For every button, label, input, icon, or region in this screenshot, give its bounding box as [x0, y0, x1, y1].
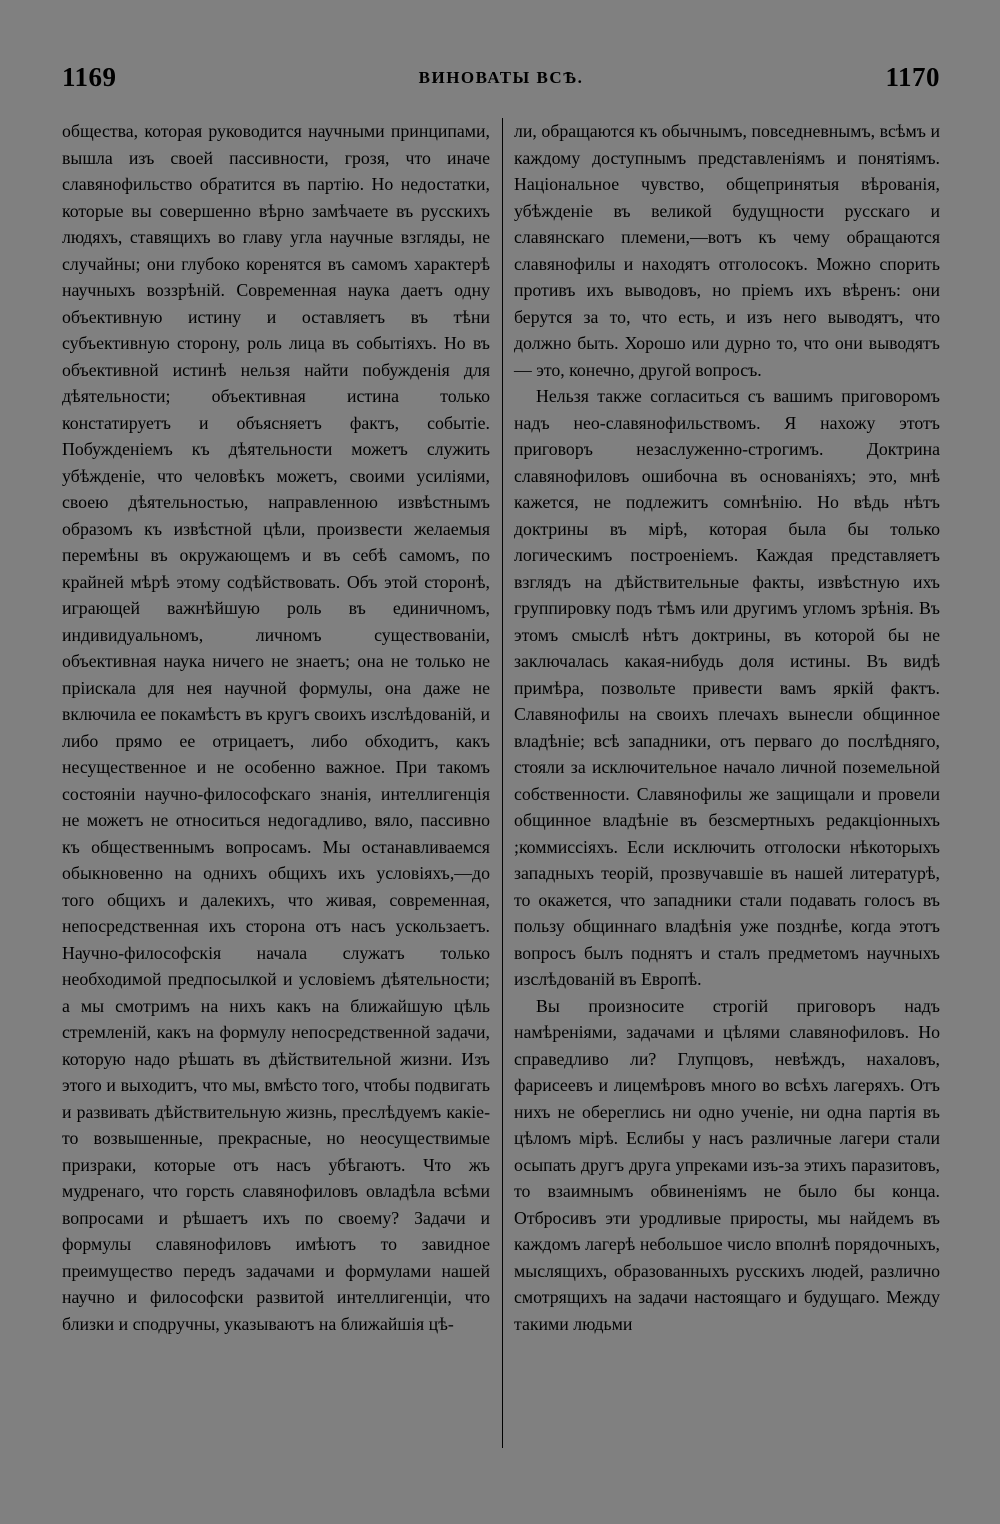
page-number-right: 1170	[885, 62, 940, 92]
page-number-left: 1169	[62, 62, 117, 92]
paragraph: Вы произносите строгій приговоръ надъ намѣреніями, задачами и цѣлями славянофиловъ. Но справедливо ли? Глупцовъ, невѣждъ, нахаловъ, фарисеевъ и лицемѣровъ много во всѣхъ лагеряхъ. Отъ нихъ не обереглись ни одно ученіе, ни одна партія въ цѣломъ мірѣ. Еслибы у насъ различные лагери стали осыпать другъ друга упреками изъ-за этихъ паразитовъ, то взаимнымъ обвиненіямъ не было бы конца. Отбросивъ эти уродливые приросты, мы найдемъ въ каждомъ лагерѣ небольшое число вполнѣ порядочныхъ, мыслящихъ, образованныхъ русскихъ людей, различно смотрящихъ на задачи настоящаго и будущаго. Между такими людьми	[514, 995, 940, 1334]
paragraph: общества, которая руководится научными принципами, вышла изъ своей пассивности, грозя, что иначе славянофильство обратится въ партію. Но недостатки, которые вы совершенно вѣрно замѣчаете въ русскихъ людяхъ, ставящихъ во главу угла научные взгляды, не случайны; они глубоко коренятся въ самомъ характерѣ научныхъ воззрѣній. Современная наука даетъ одну объективную истину и оставляетъ въ тѣни субъективную сторону, роль лица въ событіяхъ. Но въ объективной истинѣ нельзя найти побужденія для дѣятельности; объективная истина только констатируетъ и объясняетъ фактъ, событіе. Побужденіемъ къ дѣятельности можетъ служить убѣжденіе, что человѣкъ можетъ, своими усиліями, своею дѣятельностью, направленною извѣстнымъ образомъ къ извѣстной цѣли, произвести желаемыя перемѣны въ окружающемъ и въ себѣ самомъ, по крайней мѣрѣ этому содѣйствовать. Объ этой сторонѣ, играющей важнѣйшую роль въ единичномъ, индивидуальномъ, личномъ существованіи, объективная наука ничего не знаетъ; она не только не пріискала для нея научной формулы, она даже не включила ее покамѣстъ въ кругъ своихъ изслѣдованій, и либо прямо ее отрицаетъ, либо обходитъ, какъ несущественное и не особенно важное. При такомъ состояніи научно-философскаго знанія, интеллигенція не можетъ не относиться недогадливо, вяло, пассивно къ общественнымъ вопросамъ. Мы останавливаемся обыкновенно на однихъ общихъ ихъ условіяхъ,—до того общихъ и далекихъ, что живая, современная, непосредственная ихъ сторона отъ насъ ускользаетъ. Научно-философскія начала служатъ только необходимой предпосылкой и условіемъ дѣятельности; а мы смотримъ на нихъ какъ на ближайшую цѣль стремленій, какъ на формулу непосредственной задачи, которую надо рѣшать въ дѣйствительной жизни. Изъ этого и выходитъ, что мы, вмѣсто того, чтобы подвигать и развивать дѣйствительную жизнь, преслѣдуемъ какіе-то возвышенные, прекрасные, но неосуществимые призраки, которые отъ насъ убѣгаютъ. Что жъ мудренаго, что горсть славянофиловъ овладѣла всѣми вопросами и рѣшаетъ ихъ по своему? Задачи и формулы славянофиловъ имѣютъ то завидное преимущество передъ задачами и формулами нашей научно и философски развитой интеллигенціи, что близки и сподручны, указываютъ на ближайшія цѣ-	[62, 121, 490, 1334]
paragraph: Нельзя также согласиться съ вашимъ приговоромъ надъ нео-славянофильствомъ. Я нахожу этотъ приговоръ незаслуженно-строгимъ. Доктрина славянофиловъ ошибочна въ основаніяхъ; это, мнѣ кажется, не подлежитъ сомнѣнію. Но вѣдь нѣтъ доктрины въ мірѣ, которая была бы только логическимъ построеніемъ. Каждая представляетъ взглядъ на дѣйствительные факты, извѣстную ихъ группировку подъ тѣмъ или другимъ угломъ зрѣнія. Въ этомъ смыслѣ нѣтъ доктрины, въ которой бы не заключалась какая-нибудь доля истины. Въ видѣ примѣра, позвольте привести вамъ яркій фактъ. Славянофилы на своихъ плечахъ вынесли общинное владѣніе; всѣ западники, отъ перваго до послѣдняго, стояли за исключительное начало личной поземельной собственности. Славянофилы же защищали и провели общинное владѣніе въ безсмертныхъ редакціонныхъ ;коммиссіяхъ. Если исключить отголоски нѣкоторыхъ западныхъ теорій, прозвучавшіе въ нашей литературѣ, то окажется, что западники стали подавать голосъ въ пользу общиннаго владѣнія уже позднѣе, когда этотъ вопросъ былъ поднятъ и сталъ предметомъ научныхъ изслѣдованій въ Европѣ.	[514, 386, 940, 989]
left-column	[62, 118, 490, 1337]
column-divider	[502, 118, 503, 1448]
paragraph: ли, обращаются къ обычнымъ, повседневнымъ, всѣмъ и каждому доступнымъ представленіямъ и понятіямъ. Національное чувство, общепринятыя вѣрованія, убѣжденіе въ великой будущности русскаго и славянскаго племени,—вотъ къ чему обращаются славянофилы и находятъ отголосокъ. Можно спорить противъ ихъ выводовъ, но пріемъ ихъ вѣренъ: они берутся за то, что есть, и изъ него выводятъ, что должно быть. Хорошо или дурно то, что они выводятъ — это, конечно, другой вопросъ.	[514, 121, 940, 380]
running-title: ВИНОВАТЫ ВСѢ.	[418, 68, 584, 87]
right-column	[514, 118, 940, 1337]
page-header	[62, 62, 940, 96]
